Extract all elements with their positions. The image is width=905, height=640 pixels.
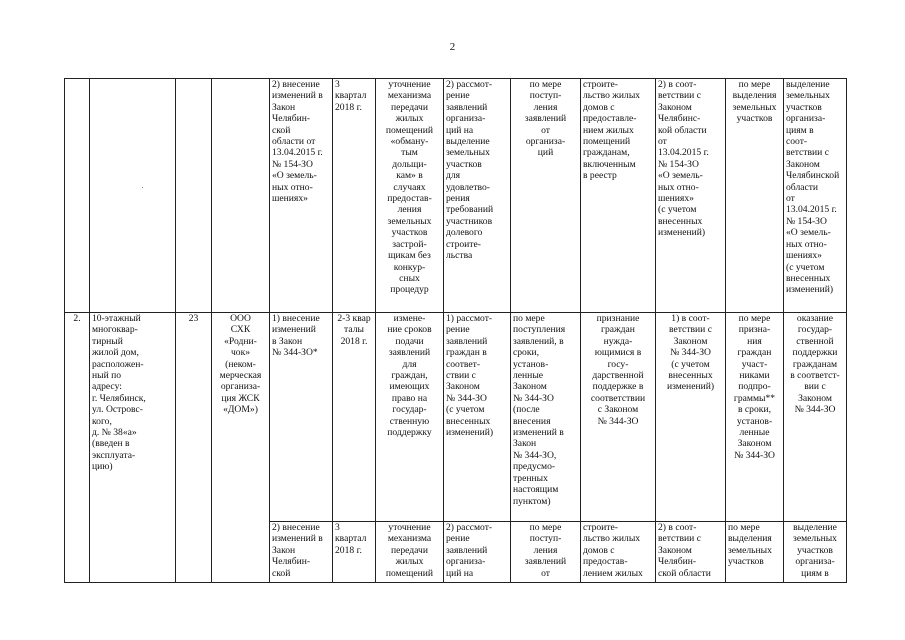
cell-developer	[212, 79, 270, 313]
cell-final: выделение земельных участков организа- циям в соот- ветствии с Законом Челябинской области от 13.04.2015 г. № 154-ЗО «О земель- ных отно- шениях» (с учетом внесенных изменений)	[784, 79, 847, 313]
cell-goal: измене- ние сроков подачи заявлений для граждан, имеющих право на государ- ственную поддержку	[376, 313, 444, 522]
cell-object	[90, 79, 176, 313]
cell-text: уточнение механизма передачи жилых помещений	[385, 522, 434, 579]
page-number: 2	[449, 41, 456, 53]
cell-result	[581, 522, 656, 583]
cell-support-term: по мере выделения земельных участков	[726, 79, 784, 313]
cell-text: по мере поступ- ления заявлений от	[524, 522, 567, 579]
cell-term: 2-3 квар талы 2018 г.	[333, 313, 376, 522]
cell-actions	[444, 522, 511, 583]
cell-measure: 2) внесение изменений в Закон Челябин- ской области от 13.04.2015 г. № 154-ЗО «О земель- ных отно- шениях»	[270, 79, 333, 313]
cell-measure: 1) внесение изменений в Закон № 344-ЗО*	[270, 313, 333, 522]
cell-goal: уточнение механизма передачи жилых помещений «обману- тым дольщи- кам» в случаях предостав- ления земельных участков застрой- щикам без конкур- сных процедур	[376, 79, 444, 313]
cell-text: 2) внесение изменений в Закон Челябин- ской	[272, 522, 323, 579]
cell-text: 2) рассмот- рение заявлений организа- ций на	[446, 522, 493, 579]
cell-final: оказание государ- ственной поддержки гражданам в соответст- вии с Законом № 344-ЗО	[784, 313, 847, 522]
cell-actions: 2) рассмот- рение заявлений организа- ций на выделение земельных участков для удовлетво- рения требований участников долевого строите- льства	[444, 79, 511, 313]
measures-table	[64, 78, 847, 583]
cell-final	[784, 522, 847, 583]
cell-support: 1) в соот- ветствии с Законом № 344-ЗО (с учетом внесенных изменений)	[656, 313, 726, 522]
cell-result: признание граждан нужда- ющимися в госу- дарственной поддержке в соответствии с Законом № 344-ЗО	[581, 313, 656, 522]
cell-action-term: по мере поступ- ления заявлений от организа- ций	[511, 79, 581, 313]
cell-action-term: по мере поступления заявлений, в сроки, установ- ленные Законом № 344-ЗО (после внесения изменений в Закон № 344-ЗО, предусмо- тренных настоящим пунктом)	[511, 313, 581, 522]
cell-support	[656, 522, 726, 583]
cell-text: по мере выделения земельных участков	[728, 522, 772, 568]
cell-measure	[270, 522, 333, 583]
cell-text: 3 квартал 2018 г.	[335, 522, 367, 556]
cell-no	[65, 79, 90, 313]
cell-result: строите- льство жилых домов с предоставле- нием жилых помещений гражданам, включенным в реестр	[581, 79, 656, 313]
cell-no: 2.	[65, 313, 90, 583]
cell-support: 2) в соот- ветствии с Законом Челябинс- кой области от 13.04.2015 г. № 154-ЗО «О земель- ных отно- шениях» (с учетом внесенных изменений)	[656, 79, 726, 313]
cell-support-term: по мере призна- ния граждан участ- никами подпро- граммы** в сроки, установ- ленные Законом № 344-ЗО	[726, 313, 784, 522]
cell-term: 3 квартал 2018 г.	[333, 79, 376, 313]
cell-text: выделение земельных участков организа- циям в	[793, 522, 837, 579]
cell-count	[176, 79, 212, 313]
cell-actions: 1) рассмот- рение заявлений граждан в соответ- ствии с Законом № 344-ЗО (с учетом внесенных изменений)	[444, 313, 511, 522]
cell-support-term	[726, 522, 784, 583]
table-row	[65, 313, 847, 522]
cell-action-term	[511, 522, 581, 583]
cell-goal	[376, 522, 444, 583]
cell-term	[333, 522, 376, 583]
cell-developer: ООО СХК «Родни- чок» (неком- мерческая организа- ция ЖСК «ДОМ»)	[212, 313, 270, 583]
cell-text: строите- льство жилых домов с предостав- лением жилых	[583, 522, 643, 579]
cell-object: 10-этажный многоквар- тирный жилой дом, расположен- ный по адресу: г. Челябинск, ул. Островс- кого, д. № 38«а» (введен в эксплуата- цию)	[90, 313, 176, 583]
cell-text: 2) в соот- ветствии с Законом Челябин- ской области	[658, 522, 711, 579]
cell-count: 23	[176, 313, 212, 583]
table-row	[65, 79, 847, 313]
